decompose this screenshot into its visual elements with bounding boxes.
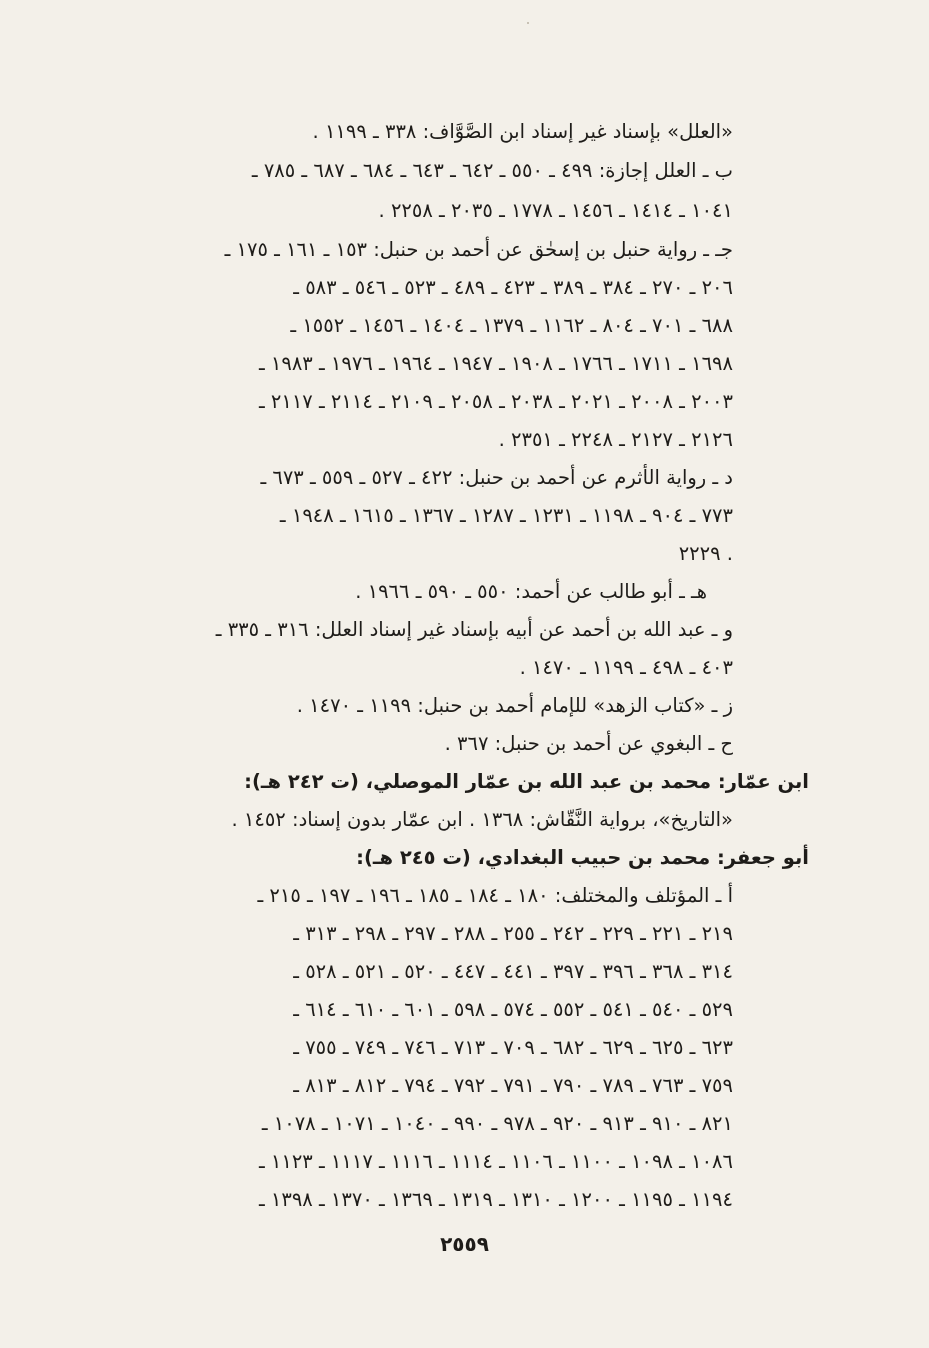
text-line-28: ١٠٨٦ ـ ١٠٩٨ ـ ١١٠٠ ـ ١١٠٦ ـ ١١١٤ ـ ١١١٦ ـ ١١١٧ ـ ١١٢٣ ـ bbox=[258, 1150, 733, 1173]
text-line-16: ز ـ «كتاب الزهد» للإمام أحمد بن حنبل: ١١٩٩ ـ ١٤٧٠ . bbox=[296, 694, 733, 717]
text-line-14: و ـ عبد الله بن أحمد عن أبيه بإسناد غير إسناد العلل: ٣١٦ ـ ٣٣٥ ـ bbox=[215, 618, 733, 641]
print-speck bbox=[527, 22, 529, 24]
text-line-13: هـ ـ أبو طالب عن أحمد: ٥٥٠ ـ ٥٩٠ ـ ١٩٦٦ . bbox=[355, 580, 707, 603]
text-line-29: ١١٩٤ ـ ١١٩٥ ـ ١٢٠٠ ـ ١٣١٠ ـ ١٣١٩ ـ ١٣٦٩ ـ ١٣٧٠ ـ ١٣٩٨ ـ bbox=[258, 1188, 733, 1211]
text-line-7: ١٦٩٨ ـ ١٧١١ ـ ١٧٦٦ ـ ١٩٠٨ ـ ١٩٤٧ ـ ١٩٦٤ ـ ١٩٧٦ ـ ١٩٨٣ ـ bbox=[258, 352, 733, 375]
author-heading-ibn-ammar: ابن عمّار: محمد بن عبد الله بن عمّار الموصلي، (ت ٢٤٢ هـ): bbox=[244, 770, 809, 793]
text-line-22: ٢١٩ ـ ٢٢١ ـ ٢٢٩ ـ ٢٤٢ ـ ٢٥٥ ـ ٢٨٨ ـ ٢٩٧ ـ ٢٩٨ ـ ٣١٣ ـ bbox=[293, 922, 733, 945]
text-line-1: «العلل» بإسناد غير إسناد ابن الصَّوَّاف: ٣٣٨ ـ ١١٩٩ . bbox=[312, 120, 733, 143]
text-line-26: ٧٥٩ ـ ٧٦٣ ـ ٧٨٩ ـ ٧٩٠ ـ ٧٩١ ـ ٧٩٢ ـ ٧٩٤ ـ ٨١٢ ـ ٨١٣ ـ bbox=[293, 1074, 733, 1097]
author-heading-abu-jafar: أبو جعفر: محمد بن حبيب البغدادي، (ت ٢٤٥ هـ): bbox=[356, 846, 809, 869]
page-number: ٢٥٥٩ bbox=[440, 1232, 489, 1256]
text-line-19: «التاريخ»، برواية النَّقّاش: ١٣٦٨ . ابن عمّار بدون إسناد: ١٤٥٢ . bbox=[231, 808, 733, 831]
text-line-25: ٦٢٣ ـ ٦٢٥ ـ ٦٢٩ ـ ٦٨٢ ـ ٧٠٩ ـ ٧١٣ ـ ٧٤٦ ـ ٧٤٩ ـ ٧٥٥ ـ bbox=[293, 1036, 733, 1059]
text-line-5: ٢٠٦ ـ ٢٧٠ ـ ٣٨٤ ـ ٣٨٩ ـ ٤٢٣ ـ ٤٨٩ ـ ٥٢٣ ـ ٥٤٦ ـ ٥٨٣ ـ bbox=[293, 276, 733, 299]
text-line-11: ٧٧٣ ـ ٩٠٤ ـ ١١٩٨ ـ ١٢٣١ ـ ١٢٨٧ ـ ١٣٦٧ ـ ١٦١٥ ـ ١٩٤٨ ـ bbox=[279, 504, 733, 527]
text-line-4: جـ ـ رواية حنبل بن إسحٰق عن أحمد بن حنبل: ١٥٣ ـ ١٦١ ـ ١٧٥ ـ bbox=[224, 238, 733, 261]
text-line-10: د ـ رواية الأثرم عن أحمد بن حنبل: ٤٢٢ ـ ٥٢٧ ـ ٥٥٩ ـ ٦٧٣ ـ bbox=[260, 466, 733, 489]
text-line-2: ب ـ العلل إجازة: ٤٩٩ ـ ٥٥٠ ـ ٦٤٢ ـ ٦٤٣ ـ ٦٨٤ ـ ٦٨٧ ـ ٧٨٥ ـ bbox=[251, 159, 733, 182]
text-line-12: ٢٢٢٩ . bbox=[678, 542, 733, 565]
text-line-23: ٣١٤ ـ ٣٦٨ ـ ٣٩٦ ـ ٣٩٧ ـ ٤٤١ ـ ٤٤٧ ـ ٥٢٠ ـ ٥٢١ ـ ٥٢٨ ـ bbox=[293, 960, 733, 983]
text-line-27: ٨٢١ ـ ٩١٠ ـ ٩١٣ ـ ٩٢٠ ـ ٩٧٨ ـ ٩٩٠ ـ ١٠٤٠ ـ ١٠٧١ ـ ١٠٧٨ ـ bbox=[261, 1112, 733, 1135]
text-line-24: ٥٢٩ ـ ٥٤٠ ـ ٥٤١ ـ ٥٥٢ ـ ٥٧٤ ـ ٥٩٨ ـ ٦٠١ ـ ٦١٠ ـ ٦١٤ ـ bbox=[293, 998, 733, 1021]
text-line-9: ٢١٢٦ ـ ٢١٢٧ ـ ٢٢٤٨ ـ ٢٣٥١ . bbox=[498, 428, 733, 451]
text-line-6: ٦٨٨ ـ ٧٠١ ـ ٨٠٤ ـ ١١٦٢ ـ ١٣٧٩ ـ ١٤٠٤ ـ ١٤٥٦ ـ ١٥٥٢ ـ bbox=[290, 314, 733, 337]
text-line-17: ح ـ البغوي عن أحمد بن حنبل: ٣٦٧ . bbox=[444, 732, 733, 755]
text-line-21: أ ـ المؤتلف والمختلف: ١٨٠ ـ ١٨٤ ـ ١٨٥ ـ ١٩٦ ـ ١٩٧ ـ ٢١٥ ـ bbox=[257, 884, 733, 907]
text-line-3: ١٠٤١ ـ ١٤١٤ ـ ١٤٥٦ ـ ١٧٧٨ ـ ٢٠٣٥ ـ ٢٢٥٨ . bbox=[378, 199, 733, 222]
text-line-8: ٢٠٠٣ ـ ٢٠٠٨ ـ ٢٠٢١ ـ ٢٠٣٨ ـ ٢٠٥٨ ـ ٢١٠٩ ـ ٢١١٤ ـ ٢١١٧ ـ bbox=[258, 390, 733, 413]
text-line-15: ٤٠٣ ـ ٤٩٨ ـ ١١٩٩ ـ ١٤٧٠ . bbox=[519, 656, 733, 679]
